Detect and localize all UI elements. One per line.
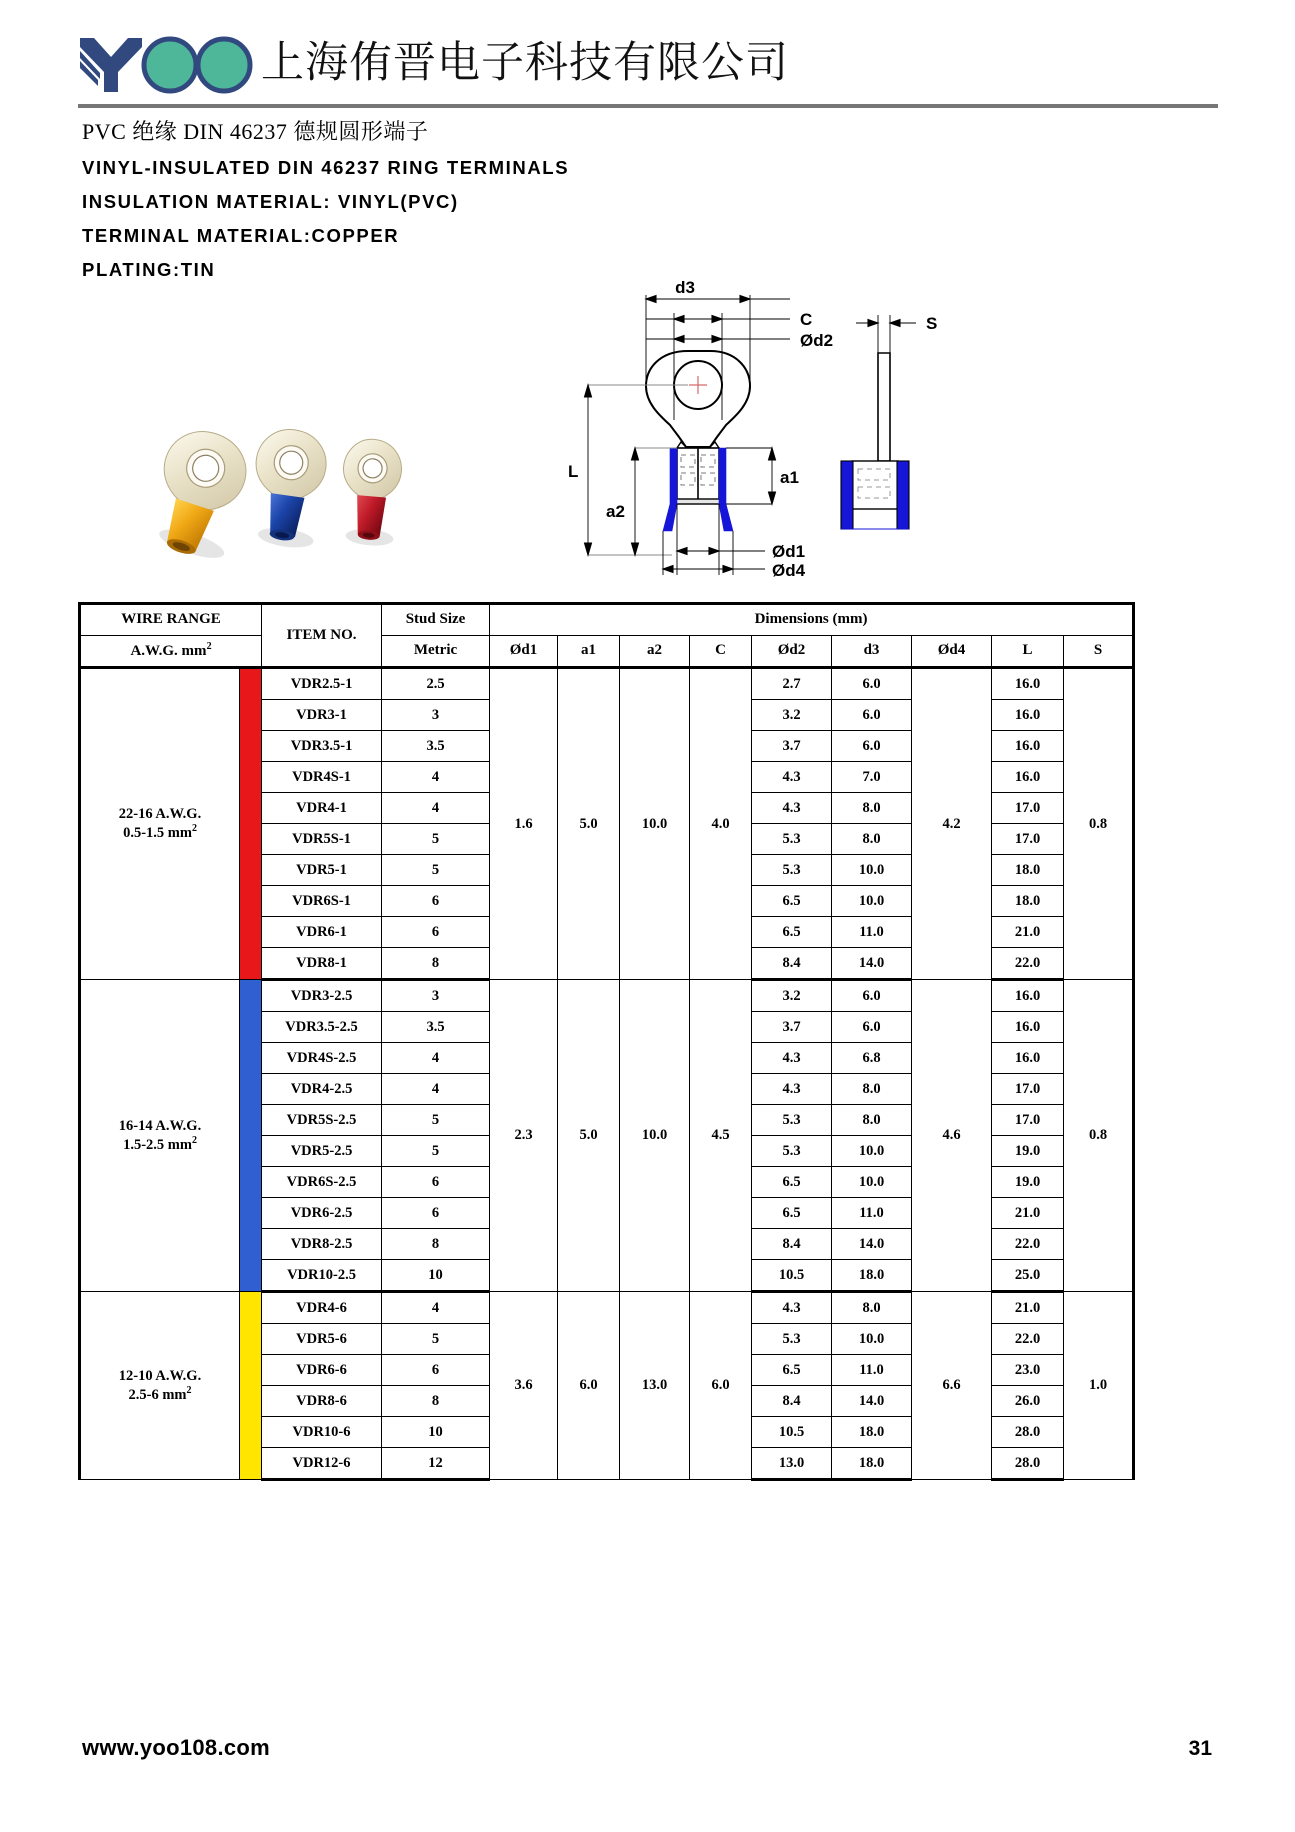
cell-l: 19.0 [992,1167,1064,1198]
cell-d2: 5.3 [752,1324,832,1355]
cell-item-no: VDR8-1 [262,948,382,980]
cell-d3: 8.0 [832,1074,912,1105]
wire-range-mm2: 0.5-1.5 $mm^2$ [123,823,197,841]
cell-l: 17.0 [992,1105,1064,1136]
cell-metric: 4 [382,1292,490,1324]
dim-label-a1: a1 [780,468,799,487]
cell-d3: 18.0 [832,1417,912,1448]
dim-label-c: C [800,310,813,329]
th-d2: Ød2 [752,636,832,668]
wire-range-awg: 12-10 A.W.G. [118,1367,202,1384]
spec-table [78,602,1135,1481]
cell-item-no: VDR6-1 [262,917,382,948]
cell-d2: 6.5 [752,1167,832,1198]
ring-terminal-blue [245,425,331,551]
cell-d3: 11.0 [832,1198,912,1229]
cell-metric: 5 [382,1136,490,1167]
cell-item-no: VDR3.5-1 [262,731,382,762]
cell-d3: 6.8 [832,1043,912,1074]
cell-item-no: VDR3-2.5 [262,980,382,1012]
cell-d2: 3.7 [752,731,832,762]
cell-metric: 10 [382,1417,490,1448]
cell-l: 16.0 [992,731,1064,762]
cell-d2: 2.7 [752,668,832,700]
page-footer [82,1735,1212,1761]
cell-metric: 3.5 [382,1012,490,1043]
cell-d3: 8.0 [832,1105,912,1136]
th-d4: Ød4 [912,636,992,668]
cell-d2: 8.4 [752,948,832,980]
plating: PLATING:TIN [82,259,216,280]
cell-c: 6.0 [690,1292,752,1480]
cell-metric: 3.5 [382,731,490,762]
spec-table-wrap [78,602,1108,1481]
cell-d2: 5.3 [752,824,832,855]
cell-a1: 5.0 [558,668,620,980]
cell-item-no: VDR5S-1 [262,824,382,855]
cell-a2: 13.0 [620,1292,690,1480]
cell-item-no: VDR4-1 [262,793,382,824]
cell-s: 0.8 [1064,980,1134,1292]
cell-d3: 8.0 [832,824,912,855]
cell-l: 18.0 [992,855,1064,886]
cell-d2: 8.4 [752,1386,832,1417]
company-name: 上海侑晋电子科技有限公司 [261,38,789,87]
cell-s: 1.0 [1064,1292,1134,1480]
cell-l: 17.0 [992,1074,1064,1105]
dim-label-d3: d3 [675,278,695,297]
cell-item-no: VDR6S-2.5 [262,1167,382,1198]
th-metric: Metric [382,636,490,668]
cell-item-no: VDR5-1 [262,855,382,886]
product-photo [110,415,440,615]
dim-label-d1: Ød1 [772,542,806,561]
cell-l: 22.0 [992,1324,1064,1355]
cell-metric: 5 [382,855,490,886]
cell-metric: 6 [382,886,490,917]
cell-s: 0.8 [1064,668,1134,980]
cell-item-no: VDR10-2.5 [262,1260,382,1292]
th-wire-range: WIRE RANGE [80,604,262,636]
cell-metric: 10 [382,1260,490,1292]
dim-label-d4: Ød4 [772,561,806,580]
cell-d1: 2.3 [490,980,558,1292]
title-english: VINYL-INSULATED DIN 46237 RING TERMINALS [82,157,570,178]
cell-a1: 6.0 [558,1292,620,1480]
th-stud-size: Stud Size [382,604,490,636]
cell-d3: 8.0 [832,793,912,824]
cell-metric: 3 [382,700,490,731]
cell-d3: 14.0 [832,1229,912,1260]
cell-l: 16.0 [992,762,1064,793]
cell-metric: 8 [382,1229,490,1260]
technical-drawing-svg [560,265,980,595]
cell-item-no: VDR4S-1 [262,762,382,793]
cell-metric: 8 [382,948,490,980]
logo-circle-1 [144,39,196,91]
cell-l: 18.0 [992,886,1064,917]
website-url[interactable]: www.yoo108.com [82,1735,270,1760]
cell-metric: 6 [382,1198,490,1229]
cell-a2: 10.0 [620,980,690,1292]
cell-l: 17.0 [992,793,1064,824]
th-c: C [690,636,752,668]
cell-metric: 4 [382,1043,490,1074]
technical-drawing [560,265,980,595]
title-chinese: PVC 绝缘 DIN 46237 德规圆形端子 [82,119,429,144]
table-row [80,668,1134,700]
cell-item-no: VDR6S-1 [262,886,382,917]
dim-label-s: S [926,314,938,333]
cell-metric: 5 [382,1105,490,1136]
th-a1: a1 [558,636,620,668]
cell-item-no: VDR5S-2.5 [262,1105,382,1136]
logo-circle-2 [198,39,250,91]
wire-range-cell [80,980,240,1292]
cell-l: 25.0 [992,1260,1064,1292]
cell-d2: 3.2 [752,700,832,731]
wire-range-mm2: 1.5-2.5 $mm^2$ [123,1134,197,1153]
cell-l: 16.0 [992,1012,1064,1043]
cell-d2: 6.5 [752,917,832,948]
wire-range-cell [80,668,240,980]
cell-l: 26.0 [992,1386,1064,1417]
ring-terminal-red [337,437,404,548]
cell-d3: 18.0 [832,1448,912,1480]
cell-d2: 3.2 [752,980,832,1012]
cell-l: 16.0 [992,1043,1064,1074]
cell-d3: 11.0 [832,917,912,948]
cell-l: 16.0 [992,700,1064,731]
cell-d3: 10.0 [832,1324,912,1355]
cell-item-no: VDR10-6 [262,1417,382,1448]
cell-d2: 13.0 [752,1448,832,1480]
cell-d3: 7.0 [832,762,912,793]
table-head [80,604,1134,668]
th-d3: d3 [832,636,912,668]
cell-metric: 6 [382,1167,490,1198]
dim-label-d2: Ød2 [800,331,834,350]
cell-item-no: VDR4-2.5 [262,1074,382,1105]
cell-metric: 4 [382,793,490,824]
cell-item-no: VDR6-2.5 [262,1198,382,1229]
cell-l: 28.0 [992,1448,1064,1480]
wire-range-awg: 22-16 A.W.G. [118,806,202,823]
page-header [78,22,1218,104]
insulation-material: INSULATION MATERIAL: VINYL(PVC) [82,191,459,212]
cell-d3: 6.0 [832,980,912,1012]
cell-d3: 10.0 [832,886,912,917]
cell-item-no: VDR3-1 [262,700,382,731]
cell-d2: 6.5 [752,1198,832,1229]
cell-l: 21.0 [992,1292,1064,1324]
cell-d2: 4.3 [752,1074,832,1105]
cell-item-no: VDR2.5-1 [262,668,382,700]
cell-item-no: VDR12-6 [262,1448,382,1480]
cell-d3: 10.0 [832,855,912,886]
wire-range-mm2: 2.5-6 $mm^2$ [128,1384,192,1403]
cell-metric: 12 [382,1448,490,1480]
cell-l: 16.0 [992,980,1064,1012]
cell-metric: 3 [382,980,490,1012]
cell-l: 21.0 [992,917,1064,948]
dim-label-l: L [568,462,579,481]
cell-metric: 8 [382,1386,490,1417]
cell-d3: 6.0 [832,668,912,700]
cell-l: 17.0 [992,824,1064,855]
wire-range-awg: 16-14 A.W.G. [118,1117,202,1134]
th-awg-mm2: A.W.G. $mm^2$ [80,636,262,668]
cell-l: 16.0 [992,668,1064,700]
cell-d3: 11.0 [832,1355,912,1386]
cell-d2: 6.5 [752,886,832,917]
cell-d1: 1.6 [490,668,558,980]
wire-range-cell [80,1292,240,1480]
cell-d2: 6.5 [752,1355,832,1386]
cell-d3: 10.0 [832,1167,912,1198]
table-body [80,668,1134,1480]
cell-metric: 5 [382,824,490,855]
cell-d2: 5.3 [752,1105,832,1136]
color-bar-yellow [240,1292,262,1480]
th-d1: Ød1 [490,636,558,668]
cell-item-no: VDR8-6 [262,1386,382,1417]
cell-metric: 2.5 [382,668,490,700]
cell-c: 4.0 [690,668,752,980]
cell-metric: 5 [382,1324,490,1355]
cell-d4: 4.2 [912,668,992,980]
cell-l: 22.0 [992,1229,1064,1260]
yoo-logo-svg [78,30,253,96]
cell-d3: 6.0 [832,1012,912,1043]
cell-l: 19.0 [992,1136,1064,1167]
cell-d4: 6.6 [912,1292,992,1480]
th-a2: a2 [620,636,690,668]
cell-item-no: VDR4-6 [262,1292,382,1324]
terminal-material: TERMINAL MATERIAL:COPPER [82,225,400,246]
cell-d2: 4.3 [752,1043,832,1074]
cell-d3: 6.0 [832,700,912,731]
cell-d4: 4.6 [912,980,992,1292]
cell-item-no: VDR5-2.5 [262,1136,382,1167]
header-divider [78,104,1218,108]
cell-l: 21.0 [992,1198,1064,1229]
cell-d3: 6.0 [832,731,912,762]
cell-d2: 8.4 [752,1229,832,1260]
cell-d2: 5.3 [752,855,832,886]
cell-d3: 8.0 [832,1292,912,1324]
cell-d1: 3.6 [490,1292,558,1480]
cell-d3: 18.0 [832,1260,912,1292]
color-bar-blue [240,980,262,1292]
cell-d2: 4.3 [752,762,832,793]
cell-item-no: VDR5-6 [262,1324,382,1355]
cell-d2: 5.3 [752,1136,832,1167]
cell-metric: 6 [382,1355,490,1386]
cell-d3: 14.0 [832,948,912,980]
cell-metric: 6 [382,917,490,948]
table-row [80,1292,1134,1324]
cell-l: 28.0 [992,1417,1064,1448]
dim-label-a2: a2 [606,502,625,521]
cell-metric: 4 [382,762,490,793]
cell-item-no: VDR8-2.5 [262,1229,382,1260]
cell-c: 4.5 [690,980,752,1292]
cell-d2: 10.5 [752,1260,832,1292]
cell-d2: 3.7 [752,1012,832,1043]
yoo-logo [78,30,253,96]
cell-item-no: VDR6-6 [262,1355,382,1386]
ring-terminal-yellow [139,421,258,565]
table-row [80,980,1134,1012]
header-row-2 [80,636,1134,668]
product-photo-svg [110,415,440,615]
cell-d2: 4.3 [752,793,832,824]
th-item-no: ITEM NO. [262,604,382,668]
cell-d3: 10.0 [832,1136,912,1167]
th-dimensions: Dimensions (mm) [490,604,1134,636]
cell-a2: 10.0 [620,668,690,980]
th-s: S [1064,636,1134,668]
cell-metric: 4 [382,1074,490,1105]
page-number: 31 [1188,1737,1212,1760]
th-l: L [992,636,1064,668]
cell-l: 23.0 [992,1355,1064,1386]
cell-d2: 10.5 [752,1417,832,1448]
cell-a1: 5.0 [558,980,620,1292]
cell-d2: 4.3 [752,1292,832,1324]
header-row-1 [80,604,1134,636]
cell-d3: 14.0 [832,1386,912,1417]
color-bar-red [240,668,262,980]
cell-item-no: VDR4S-2.5 [262,1043,382,1074]
cell-item-no: VDR3.5-2.5 [262,1012,382,1043]
cell-l: 22.0 [992,948,1064,980]
